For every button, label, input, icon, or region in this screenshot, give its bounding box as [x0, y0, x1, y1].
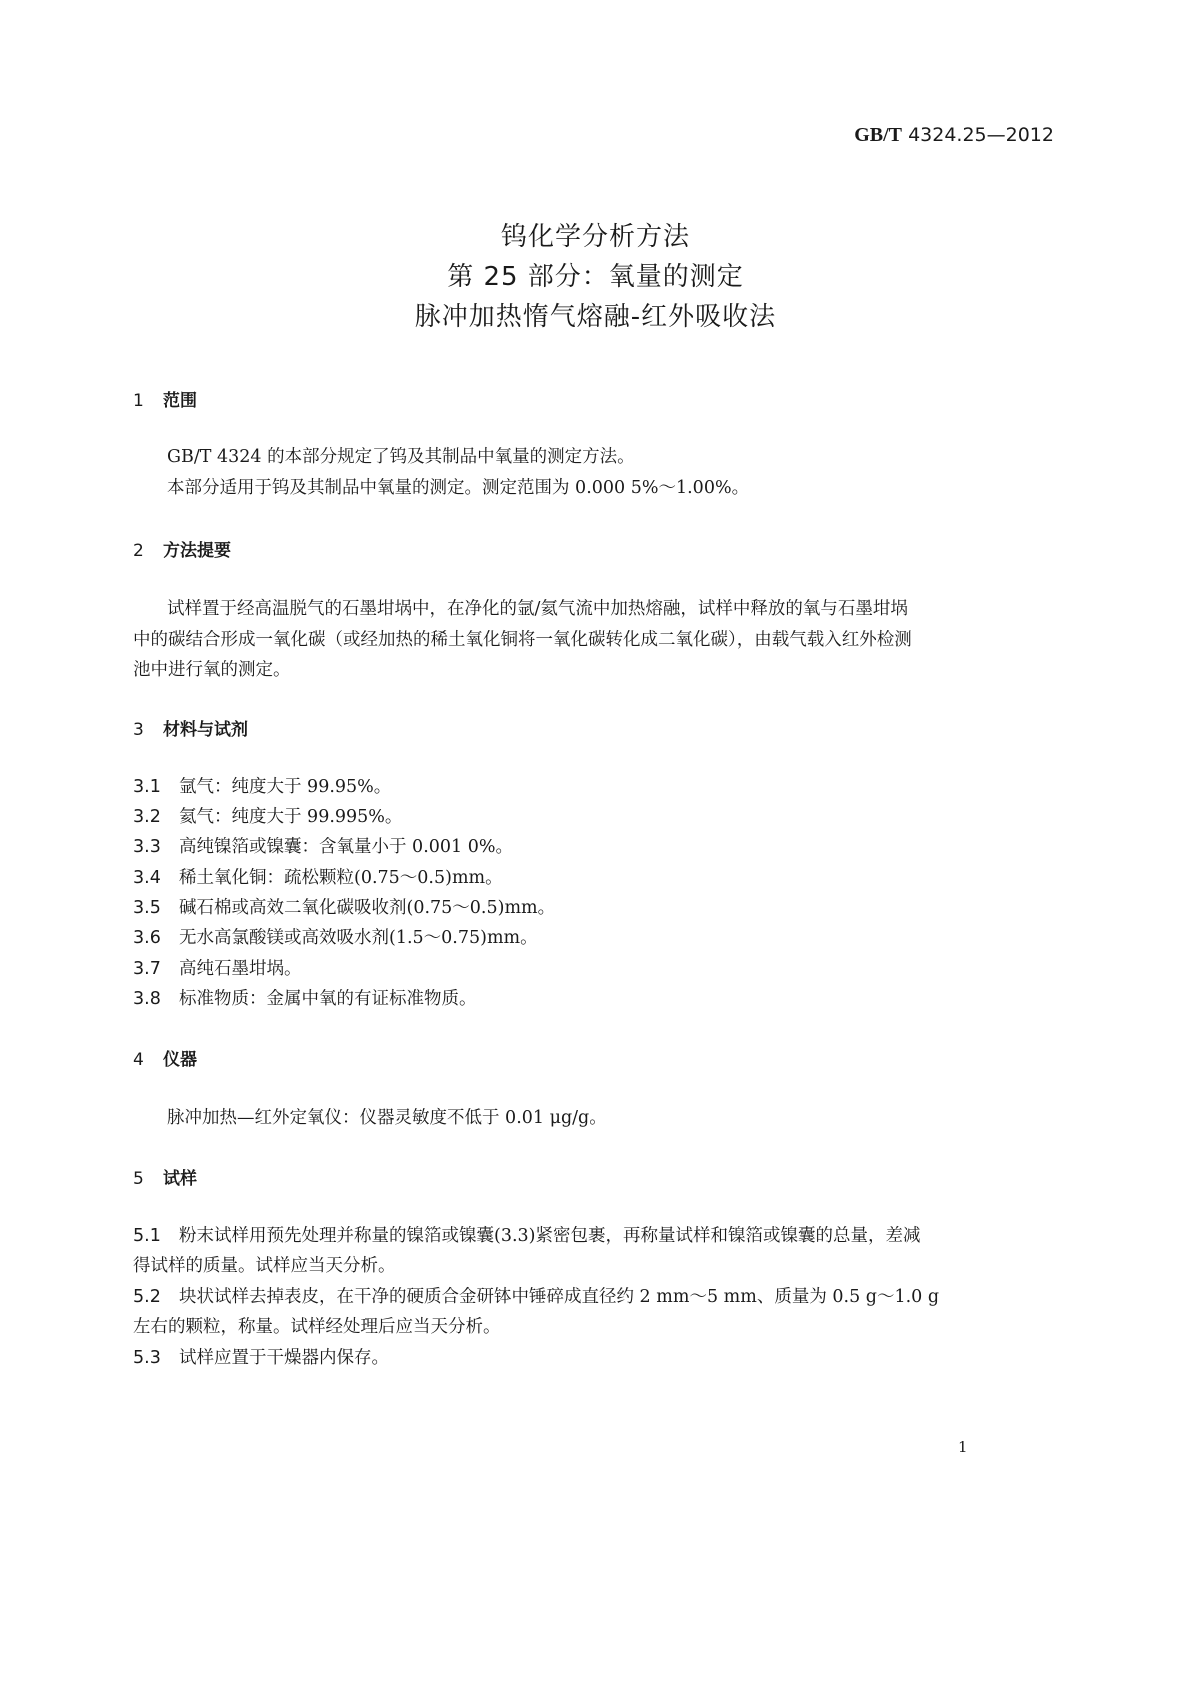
list-item: [133, 833, 513, 858]
item-number: 3.3: [133, 837, 161, 857]
section-3-heading: [133, 715, 248, 740]
section-2-line-1: 试样置于经高温脱气的石墨坩埚中，在净化的氩/氦气流中加热熔融，试样中释放的氧与石墨坩埚: [167, 599, 908, 619]
section-5-item-1-line-2: 得试样的质量。试样应当天分析。: [133, 1256, 396, 1276]
page-number: 1: [958, 1438, 968, 1456]
item-text: 块状试样去掉表皮，在干净的硬质合金研钵中锤碎成直径约 2 mm～5 mm、质量为 0.5 g～1.0 g: [179, 1287, 940, 1307]
section-5-title: 试样: [163, 1169, 197, 1189]
item-number: 3.6: [133, 928, 161, 948]
list-item: [133, 955, 302, 980]
title-line-2: 第 25 部分：氧量的测定: [447, 262, 744, 292]
item-text: 粉末试样用预先处理并称量的镍箔或镍囊(3.3)紧密包裹，再称量试样和镍箔或镍囊的总量，差减: [179, 1226, 921, 1246]
section-5-item-2-line-2: 左右的颗粒，称量。试样经处理后应当天分析。: [133, 1317, 501, 1337]
item-number: 3.4: [133, 868, 161, 888]
list-item: [133, 803, 402, 828]
section-1-paragraph-1: GB/T 4324 的本部分规定了钨及其制品中氧量的测定方法。: [167, 447, 635, 467]
section-3-title: 材料与试剂: [163, 720, 248, 740]
section-1-title: 范围: [163, 391, 197, 411]
item-text: 高纯石墨坩埚。: [179, 959, 302, 979]
list-item: [133, 894, 555, 919]
section-2-number: 2: [133, 541, 144, 561]
section-1-number: 1: [133, 391, 144, 411]
section-4-number: 4: [133, 1050, 144, 1070]
item-number: 5.3: [133, 1348, 161, 1368]
item-number: 3.2: [133, 807, 161, 827]
section-2-heading: [133, 536, 231, 561]
section-2-line-3: 池中进行氧的测定。: [133, 660, 291, 680]
item-number: 5.2: [133, 1287, 161, 1307]
item-text: 稀土氧化铜：疏松颗粒(0.75～0.5)mm。: [179, 868, 503, 888]
section-5-number: 5: [133, 1169, 144, 1189]
section-5-item-2-line-1: [133, 1283, 939, 1308]
section-5-item-1-line-1: [133, 1222, 920, 1247]
standard-number: 4324.25—2012: [908, 124, 1054, 146]
section-5-item-3: [133, 1344, 389, 1369]
section-4-paragraph-1: 脉冲加热—红外定氧仪：仪器灵敏度不低于 0.01 μg/g。: [167, 1108, 607, 1128]
item-text: 高纯镍箔或镍囊：含氧量小于 0.001 0%。: [179, 837, 513, 857]
item-text: 碱石棉或高效二氧化碳吸收剂(0.75～0.5)mm。: [179, 898, 556, 918]
item-number: 3.8: [133, 989, 161, 1009]
list-item: [133, 924, 538, 949]
title-line-1: 钨化学分析方法: [500, 222, 690, 252]
standard-prefix: GB/T: [854, 124, 903, 146]
item-text: 氦气：纯度大于 99.995%。: [179, 807, 403, 827]
item-number: 3.1: [133, 777, 161, 797]
section-4-title: 仪器: [163, 1050, 197, 1070]
item-text: 试样应置于干燥器内保存。: [179, 1348, 389, 1368]
section-5-heading: [133, 1164, 197, 1189]
item-text: 无水高氯酸镁或高效吸水剂(1.5～0.75)mm。: [179, 928, 538, 948]
item-text: 氩气：纯度大于 99.95%。: [179, 777, 392, 797]
item-number: 3.5: [133, 898, 161, 918]
section-4-heading: [133, 1045, 197, 1070]
section-2-title: 方法提要: [163, 541, 231, 561]
section-1-heading: [133, 386, 197, 411]
item-number: 3.7: [133, 959, 161, 979]
title-line-3: 脉冲加热惰气熔融-红外吸收法: [414, 302, 777, 332]
list-item: [133, 864, 503, 889]
standard-code: [854, 124, 1054, 147]
item-number: 5.1: [133, 1226, 161, 1246]
list-item: [133, 985, 477, 1010]
section-2-line-2: 中的碳结合形成一氧化碳（或经加热的稀土氧化铜将一氧化碳转化成二氧化碳），由载气载入红外检测: [133, 630, 912, 650]
list-item: [133, 773, 391, 798]
section-1-paragraph-2: 本部分适用于钨及其制品中氧量的测定。测定范围为 0.000 5%～1.00%。: [167, 478, 750, 498]
section-3-number: 3: [133, 720, 144, 740]
item-text: 标准物质：金属中氧的有证标准物质。: [179, 989, 477, 1009]
